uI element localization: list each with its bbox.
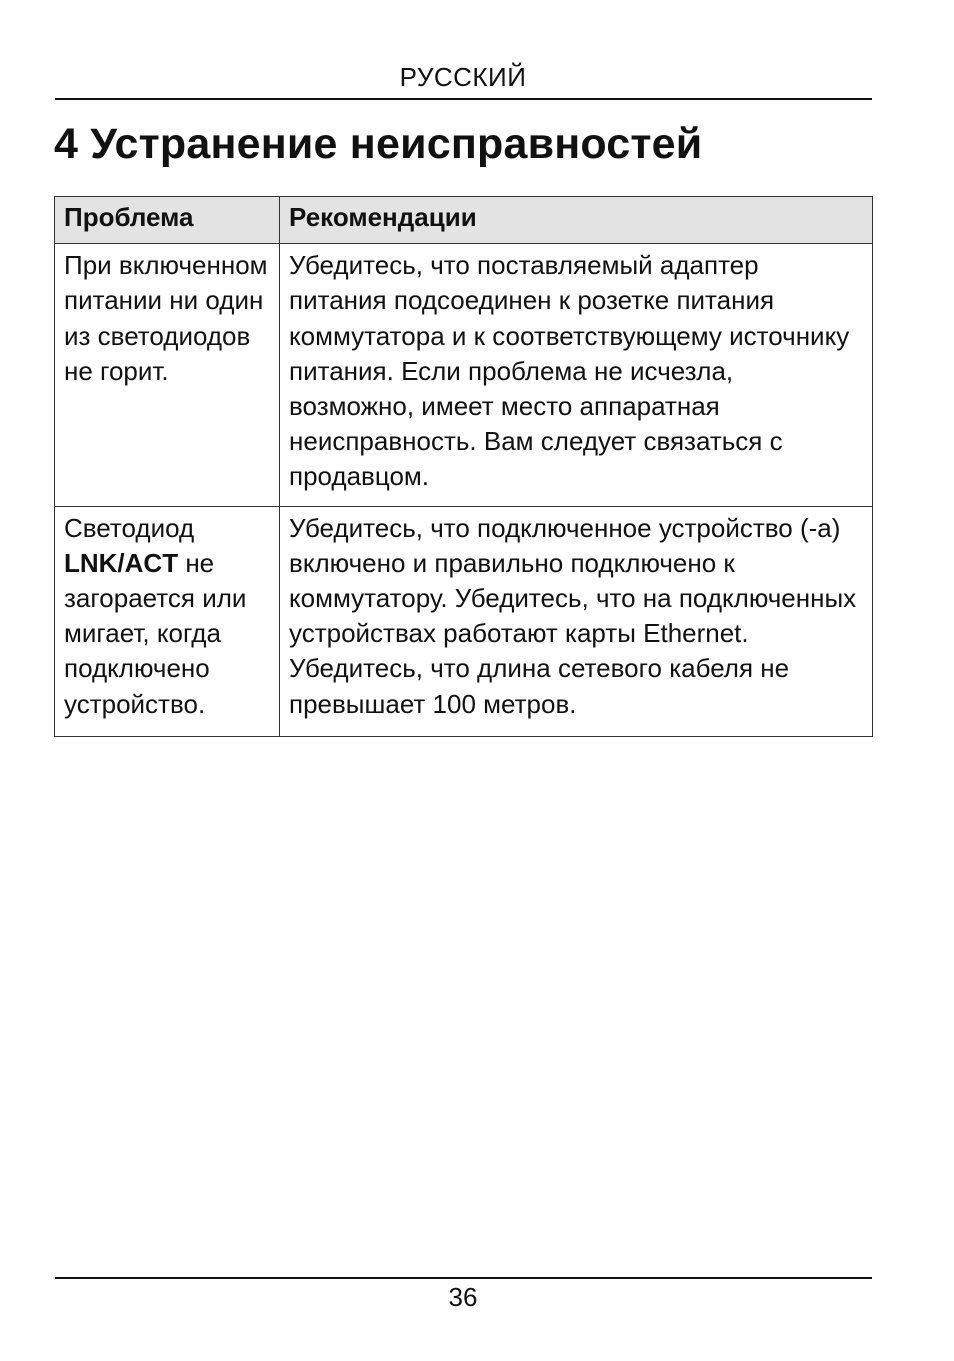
problem-cell: При включенном питании ни один из светодиодов не горит. bbox=[55, 244, 280, 506]
recommendation-cell: Убедитесь, что подключенное устройство (-а) включено и правильно подключено к коммутатору. Убедитесь, что на подключенных устройствах работают карты Ethernet. Убедитесь, что длина сетевого кабеля не превышает 100 метров. bbox=[280, 506, 873, 736]
problem-text-after: не загорается или мигает, когда подключено устройство. bbox=[64, 547, 247, 719]
column-header-problem: Проблема bbox=[55, 197, 280, 244]
problem-cell bbox=[55, 506, 280, 736]
table-row bbox=[55, 506, 873, 736]
footer-rule bbox=[55, 1277, 872, 1279]
page-title: 4 Устранение неисправностей bbox=[54, 120, 703, 168]
problem-text-before: Светодиод bbox=[64, 512, 195, 543]
header-language-label: РУССКИЙ bbox=[399, 62, 527, 92]
page-number: 36 bbox=[448, 1282, 478, 1312]
led-name-lnk-act: LNK/ACT bbox=[64, 547, 179, 578]
header-rule bbox=[55, 98, 872, 100]
column-header-recommendations: Рекомендации bbox=[280, 197, 873, 244]
recommendation-cell: Убедитесь, что поставляемый адаптер питания подсоединен к розетке питания коммутатора и к соответствующему источнику питания. Если проблема не исчезла, возможно, имеет место аппаратная неисправность. Вам следует связаться с продавцом. bbox=[280, 244, 873, 506]
troubleshooting-table bbox=[54, 196, 873, 737]
table-header-row bbox=[55, 197, 873, 244]
table-row bbox=[55, 244, 873, 506]
